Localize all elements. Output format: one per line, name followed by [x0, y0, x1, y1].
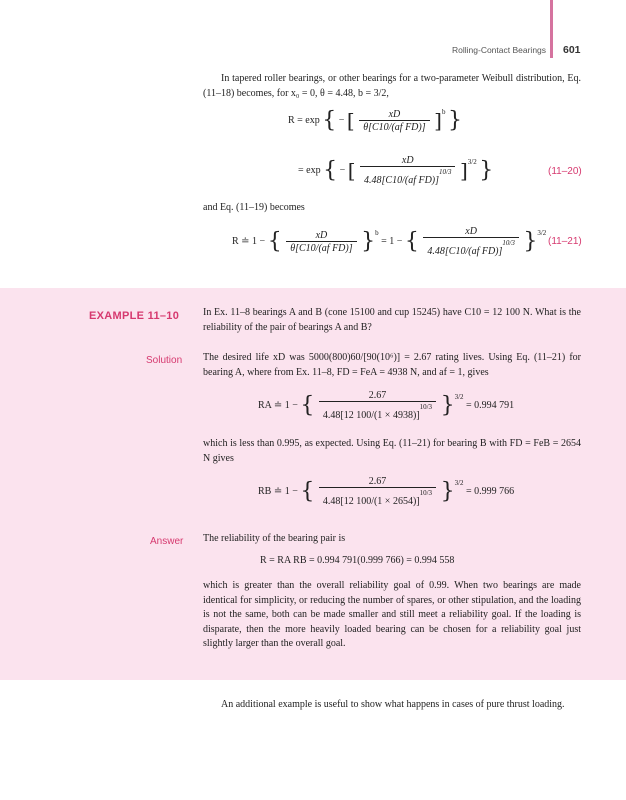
- eq3-denominator-2: 4.48[C10/(af FD)]: [427, 246, 503, 257]
- equation-ra: RA ≐ 1 − { $\frac{2.67}{4.48[12 100/(1 \times 4938)]^{10/3}}$ }$^{3/2}$ = 0.994 791: [258, 390, 515, 421]
- eqa-den-exponent: 10/3: [419, 403, 433, 411]
- margin-rule: [550, 0, 553, 58]
- equation-11-20: = exp { − [ $\frac{xD}{4.48[C10/(af FD)]^{10/3}}$ ]$^{3/2}$ }: [298, 155, 494, 186]
- eq3-exponent: b: [375, 228, 379, 237]
- eq3-middle: = 1 −: [381, 235, 403, 247]
- eqb-den-exponent: 10/3: [419, 489, 433, 497]
- answer-label: Answer: [150, 536, 184, 547]
- eq1-numerator: xD: [388, 108, 401, 120]
- eq1-lhs: R = exp: [288, 115, 320, 126]
- running-title: Rolling-Contact Bearings: [452, 45, 547, 55]
- eqa-numerator: 2.67: [368, 390, 387, 401]
- example-label: EXAMPLE 11–10: [89, 310, 180, 322]
- equation-11-21: R ≐ 1 − { $\frac{xD}{\text{θ[C10/(af FD)]}}$ }$^b$ = 1 − { $\frac{xD}{4.48[C10/(af FD)]^{10/3}}$ }$^{3/2}$: [232, 226, 547, 257]
- eqa-exponent: 3/2: [454, 392, 464, 401]
- answer-text-1: The reliability of the bearing pair is: [203, 533, 346, 544]
- eqb-result: = 0.999 766: [466, 485, 515, 497]
- eqa-result: = 0.994 791: [466, 399, 515, 411]
- equation-number-11-21: (11–21): [548, 236, 582, 247]
- solution-text-2: which is less than 0.995, as expected. Using Eq. (11–21) for bearing B with FD = FeB = 2654 N gives: [203, 438, 581, 464]
- eqb-exponent: 3/2: [454, 478, 464, 487]
- mid-text: and Eq. (11–19) becomes: [203, 202, 305, 213]
- eq3-denominator: θ[C10/(af FD)]: [286, 241, 356, 254]
- answer-text-2: which is greater than the overall reliability goal of 0.99. When two bearings are made identical for simplicity, or reducing the number of spares, or other stipulation, and the loading is not the same, both can be made smaller and still meet a reliability goal. If the loading is disparate, then the more heavily loaded bearing can be chosen for a reliability goal just slightly larger than the overall goal.: [203, 580, 581, 649]
- solution-label: Solution: [146, 355, 183, 366]
- eq3-numerator: xD: [315, 229, 328, 241]
- eq1-exponent: b: [441, 108, 446, 116]
- answer-equation: R = RA RB = 0.994 791(0.999 766) = 0.994 558: [260, 555, 455, 566]
- equation-number-11-20: (11–20): [548, 166, 582, 177]
- page-number: 601: [563, 44, 581, 56]
- eq2-denominator: 4.48[C10/(af FD)]: [364, 175, 440, 186]
- eq3-exponent-2: 3/2: [537, 228, 547, 237]
- equation-rb: RB ≐ 1 − { $\frac{2.67}{4.48[12 100/(1 \times 2654)]^{10/3}}$ }$^{3/2}$ = 0.999 766: [258, 476, 515, 507]
- eqb-denominator: 4.48[12 100/(1 × 2654)]: [322, 496, 420, 507]
- eq2-lhs: = exp: [298, 164, 321, 176]
- eq3-lhs: R ≐ 1 −: [232, 235, 266, 247]
- eq2-exponent: 3/2: [467, 157, 477, 166]
- solution-text-1: The desired life xD was 5000(800)60/[90(10⁶)] = 2.67 rating lives. Using Eq. (11–21) for bearing A, where from Ex. 11–8, FD = FeA = 4938 N, and af = 1, gives: [203, 352, 581, 378]
- eqa-denominator: 4.48[12 100/(1 × 4938)]: [322, 410, 420, 421]
- closing-paragraph: An additional example is useful to show what happens in cases of pure thrust loading.: [221, 699, 565, 710]
- eq2-numerator: xD: [401, 155, 414, 166]
- eq3-den2-exponent: 10/3: [502, 239, 515, 247]
- eq1-denominator: θ[C10/(af FD)]: [359, 120, 429, 133]
- eq2-den-exponent: 10/3: [439, 168, 452, 176]
- example-statement: In Ex. 11–8 bearings A and B (cone 15100 and cup 15245) have C10 = 12 100 N. What is the reliability of the pair of bearings A and B?: [203, 307, 581, 333]
- equation-weibull: R = exp { − [ $\frac{xD}{\text{θ[C10/(af FD)]}}$ ]$^b$ }: [288, 108, 462, 134]
- eqb-numerator: 2.67: [368, 476, 387, 487]
- eq3-numerator-2: xD: [465, 226, 477, 237]
- eqb-lhs: RB ≐ 1 −: [258, 485, 298, 497]
- eqa-lhs: RA ≐ 1 −: [258, 399, 298, 411]
- intro-paragraph: In tapered roller bearings, or other bearings for a two-parameter Weibull distribution, Eq. (11–18) becomes, for x₀ = 0, θ = 4.48, b = 3/2,: [203, 73, 581, 99]
